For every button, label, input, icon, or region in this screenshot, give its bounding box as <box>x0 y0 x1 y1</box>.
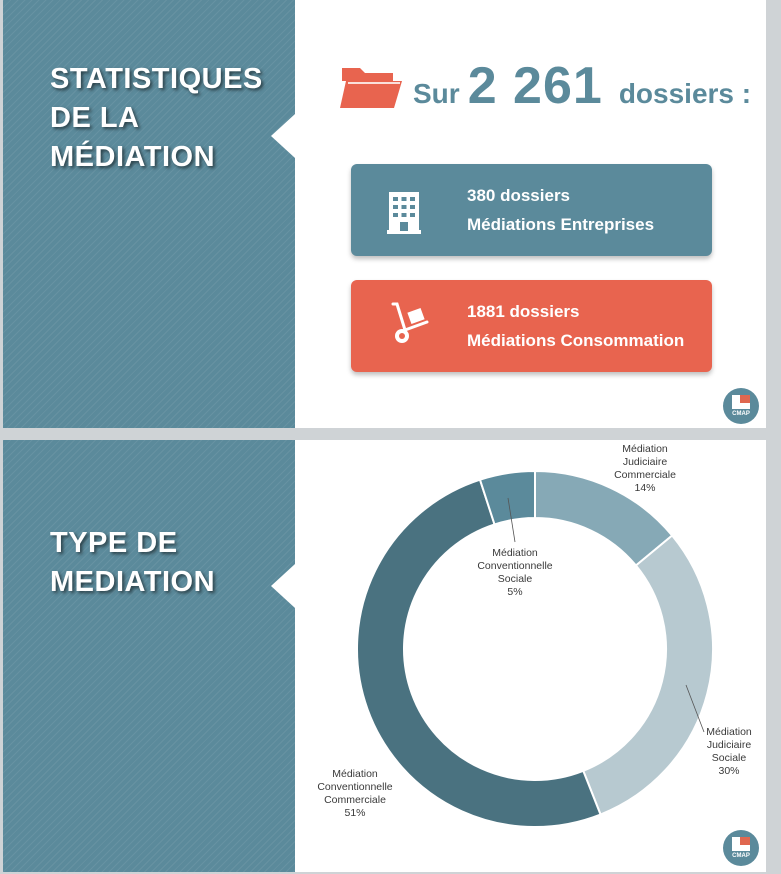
donut-slice <box>357 480 601 827</box>
donut-slice <box>583 536 713 815</box>
slide-type-mediation <box>3 440 766 872</box>
headline <box>413 56 751 116</box>
slice-label: Médiation Judiciaire Commerciale 14% <box>614 443 676 494</box>
card-count: 1881 dossiers <box>467 302 580 321</box>
card-label: Médiations Entreprises <box>467 215 655 234</box>
headline-number: 2 261 <box>467 57 603 115</box>
card-entreprises <box>351 164 712 256</box>
headline-prefix: Sur <box>413 78 460 109</box>
slice-label: Médiation Conventionnelle Sociale 5% <box>477 547 553 598</box>
donut-chart <box>3 440 766 872</box>
logo-text: CMAP <box>732 853 750 859</box>
card-label: Médiations Consommation <box>467 331 685 350</box>
slice-label: Médiation Conventionnelle Commerciale 51% <box>317 768 393 819</box>
panel-notch <box>271 114 295 158</box>
card-count: 380 dossiers <box>467 186 571 205</box>
headline-suffix: dossiers : <box>618 78 752 109</box>
logo-text: CMAP <box>732 411 750 417</box>
title-panel <box>3 0 295 428</box>
card-consommation <box>351 280 712 372</box>
cmap-logo <box>723 830 759 866</box>
hand-truck-icon <box>387 302 433 348</box>
building-icon <box>387 188 421 234</box>
cmap-logo <box>723 388 759 424</box>
slide-title: STATISTIQUES DE LA MÉDIATION <box>50 63 263 173</box>
slice-label: Médiation Judiciaire Sociale 30% <box>706 726 752 777</box>
slide-title: TYPE DE MEDIATION <box>50 527 216 598</box>
folder-icon <box>340 62 404 110</box>
slide-statistiques <box>3 0 766 428</box>
